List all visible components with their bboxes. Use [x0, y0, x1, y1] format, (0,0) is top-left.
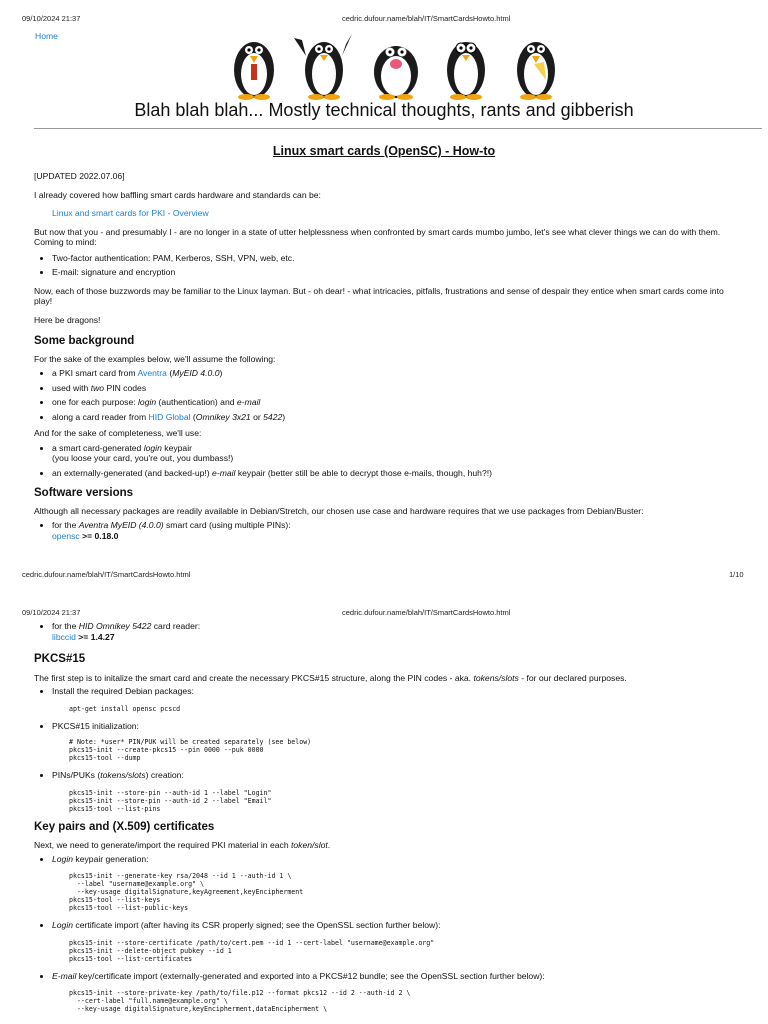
- list-item: • along a card reader from HID Global (Omnikey 3x21 or 5422): [52, 412, 734, 423]
- footer-url: cedric.dufour.name/blah/IT/SmartCardsHowto.html: [22, 570, 191, 579]
- penguin-icon: [294, 34, 352, 100]
- aventra-link[interactable]: Aventra: [137, 368, 167, 378]
- list-item: • E-mail: signature and encryption: [52, 267, 734, 278]
- list-item: • used with two PIN codes: [52, 383, 734, 394]
- penguin-banner: [226, 30, 566, 100]
- list-item: • Install the required Debian packages: apt-get install opensc pcscd: [52, 686, 734, 713]
- header-divider: [34, 128, 762, 129]
- penguin-icon: [517, 42, 555, 100]
- penguin-icon: [447, 42, 485, 100]
- print-date: 09/10/2024 21:37: [22, 14, 81, 23]
- penguin-banner-image: [226, 30, 566, 100]
- opensc-link[interactable]: opensc: [52, 530, 80, 541]
- background-lead: For the sake of the examples below, we'll assume the following:: [34, 353, 276, 364]
- list-item: • a smart card-generated login keypair (you loose your card, you're out, you dumbass!): [52, 443, 734, 464]
- print-url: cedric.dufour.name/blah/IT/SmartCardsHowto.html: [342, 14, 511, 23]
- code-block: pkcs15-init --generate-key rsa/2048 --id 1 --auth-id 1 \ --label "username@example.org" \ --key-usage digitalSignature,keyAgreement,keyEncipherment pkcs15-tool --list-keys pkcs15-tool --list-public-keys: [69, 872, 304, 912]
- paragraph-4: Here be dragons!: [34, 314, 101, 325]
- list-item: • for the HID Omnikey 5422 card reader: libccid >= 1.4.27: [52, 621, 734, 642]
- home-link[interactable]: Home: [35, 31, 58, 41]
- list-item: • one for each purpose: login (authentication) and e-mail: [52, 397, 734, 408]
- completeness-list: [34, 443, 734, 479]
- libccid-link[interactable]: libccid: [52, 631, 76, 642]
- penguin-icon: [374, 46, 418, 100]
- code-block: pkcs15-init --store-certificate /path/to/cert.pem --id 1 --cert-label "username@example.org" pkcs15-init --delete-object pubkey --id 1 pkcs15-tool --list-certificates: [69, 938, 435, 963]
- intro-text: I already covered how baffling smart cards hardware and standards can be:: [34, 189, 321, 200]
- pkcs15-steps: [34, 686, 734, 813]
- list-item: • a PKI smart card from Aventra (MyEID 4.0.0): [52, 368, 734, 379]
- overview-link[interactable]: Linux and smart cards for PKI - Overview: [52, 208, 209, 218]
- software-heading: Software versions: [34, 487, 134, 499]
- site-title: Blah blah blah... Mostly technical thoughts, rants and gibberish: [134, 100, 634, 120]
- paragraph-3: Now, each of those buzzwords may be familiar to the Linux layman. But - oh dear! - what intricacies, pitfalls, frustrations and sense of despair they entice when smart cards come into play!: [34, 285, 724, 306]
- software-list: [34, 520, 734, 541]
- pkcs15-heading: PKCS#15: [34, 653, 86, 665]
- hid-global-link[interactable]: HID Global: [148, 411, 191, 422]
- background-heading: Some background: [34, 335, 135, 347]
- list-item: • PKCS#15 initialization: # Note: *user* PIN/PUK will be created separately (see below) pkcs15-init --create-pkcs15 --pin 0000 --puk 0000 pkcs15-tool --dump: [52, 721, 734, 763]
- print-date: 09/10/2024 21:37: [22, 608, 81, 617]
- list-item: • for the Aventra MyEID (4.0.0) smart card (using multiple PINs): opensc >= 0.18.0: [52, 520, 734, 541]
- keypairs-lead: Next, we need to generate/import the required PKI material in each token/slot.: [34, 840, 331, 850]
- list-item: • Two-factor authentication: PAM, Kerberos, SSH, VPN, web, etc.: [52, 253, 734, 264]
- list-item: • Login certificate import (after having its CSR properly signed; see the OpenSSL section further below): pkcs15-init --store-certificate /path/to/cert.pem --id 1 --cert-label "username@example.org" pkcs15-init --delete-object pubkey --id 1 pkcs15-tool --list-certificates: [52, 920, 734, 963]
- article-title: Linux smart cards (OpenSC) - How-to: [272, 144, 496, 158]
- pkcs15-lead: The first step is to initalize the smart card and create the necessary PKCS#15 structure, along the PIN codes - aka. tokens/slots - for our declared purposes.: [34, 672, 627, 683]
- footer-page-number: 1/10: [729, 570, 744, 579]
- background-lead-2: And for the sake of completeness, we'll use:: [34, 428, 202, 438]
- keypairs-heading: Key pairs and (X.509) certificates: [34, 820, 215, 833]
- list-item: • PINs/PUKs (tokens/slots) creation: pkcs15-init --store-pin --auth-id 1 --label "Login" pkcs15-init --store-pin --auth-id 2 --label "Email" pkcs15-tool --list-pins: [52, 770, 734, 813]
- code-block: # Note: *user* PIN/PUK will be created separately (see below) pkcs15-init --create-pkcs15 --pin 0000 --puk 0000 pkcs15-tool --dump: [69, 738, 312, 762]
- keypairs-steps: [34, 854, 734, 1014]
- code-block: pkcs15-init --store-private-key /path/to/file.p12 --format pkcs12 --id 2 --auth-id 2 \ --cert-label "full.name@example.org" \ --key-usage digitalSignature,keyEncipherment,dataEncipherment \: [69, 989, 411, 1013]
- software-lead: Although all necessary packages are readily available in Debian/Stretch, our chosen use case and hardware requires that we use packages from Debian/Buster:: [34, 505, 644, 516]
- paragraph-2: But now that you - and presumably I - are no longer in a state of utter helplessness when confronted by smart cards mumbo jumbo, let's see what clever things we can do with them. Coming to mind:: [34, 226, 721, 247]
- penguin-icon: [234, 42, 274, 100]
- purpose-list: [34, 253, 734, 278]
- updated-note: [UPDATED 2022.07.06]: [34, 171, 125, 181]
- code-block: apt-get install opensc pcscd: [69, 704, 181, 713]
- code-block: pkcs15-init --store-pin --auth-id 1 --label "Login" pkcs15-init --store-pin --auth-id 2 --label "Email" pkcs15-tool --list-pins: [69, 788, 272, 813]
- list-item: • Login keypair generation: pkcs15-init --generate-key rsa/2048 --id 1 --auth-id 1 \ --label "username@example.org" \ --key-usage digitalSignature,keyAgreement,keyEncipherment pkcs15-tool --list-keys pkcs15-tool --list-public-keys: [52, 854, 734, 913]
- list-item: • E-mail key/certificate import (externally-generated and exported into a PKCS#12 bundle; see the OpenSSL section further below): pkcs15-init --store-private-key /path/to/file.p12 --format pkcs12 --id 2 --auth-id 2 \ --cert-label "full.name@example.org" \ --key-usage digitalSignature,keyEncipherment,dataEncipherment \: [52, 971, 734, 1014]
- software-list-continued: [34, 621, 734, 642]
- assumption-list: [34, 368, 734, 422]
- list-item: • an externally-generated (and backed-up!) e-mail keypair (better still be able to decrypt those e-mails, though, huh?!): [52, 468, 734, 479]
- print-url: cedric.dufour.name/blah/IT/SmartCardsHowto.html: [342, 608, 511, 617]
